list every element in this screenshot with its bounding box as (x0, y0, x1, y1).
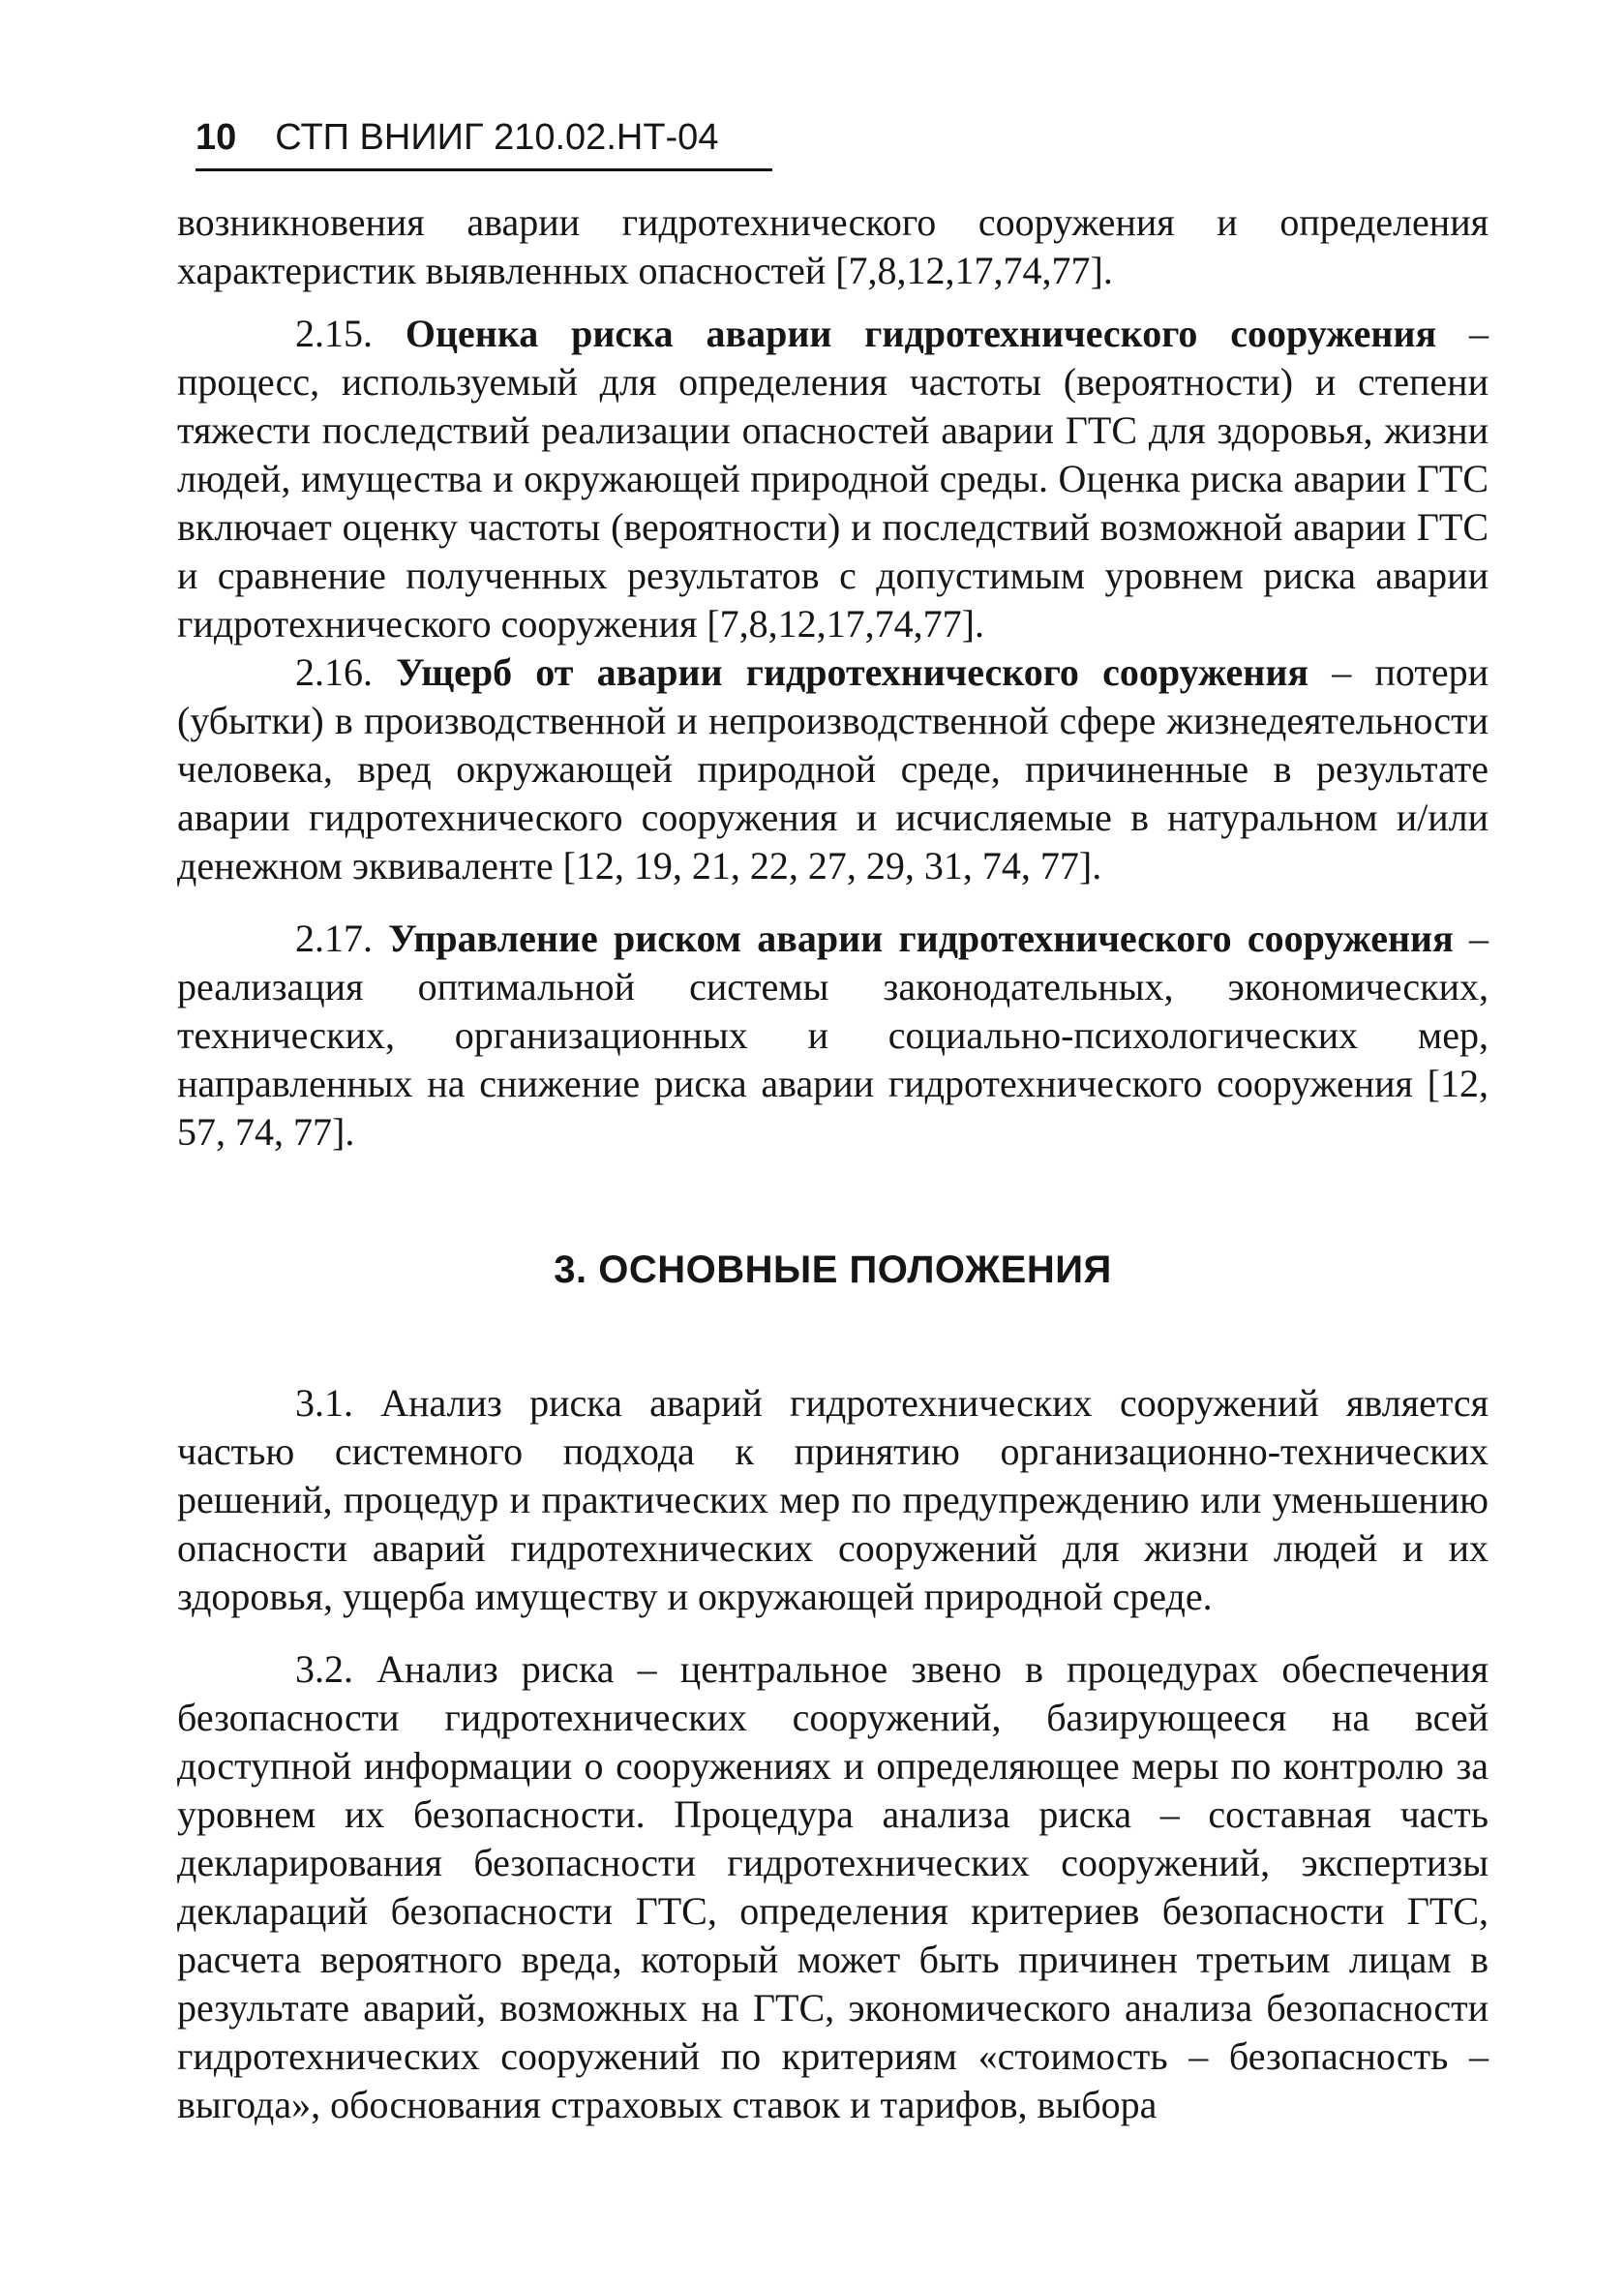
paragraph-continuation: возникновения аварии гидротехнического сооружения и определения характеристик выявленных опасностей [7,8,12,17,74,77]. (177, 200, 1489, 292)
page-header (195, 114, 772, 171)
paragraph-2-16 (177, 648, 1489, 890)
paragraph-number: 2.15. (295, 312, 373, 355)
paragraph-3-1 (177, 1379, 1489, 1621)
document-code: СТП ВНИИГ 210.02.НТ-04 (275, 117, 719, 158)
paragraph-text: 3.2. Анализ риска – центральное звено в процедурах обеспечения безопасности гидротехнических сооружений, базирующееся на всей доступной информации о сооружениях и определяющее меры по контролю за уровнем их безопасности. Процедура анализа риска – составная часть декларирования безопасности гидротехнических сооружений, экспертизы деклараций безопасности ГТС, определения критериев безопасности ГТС, расчета вероятного вреда, который может быть причинен третьим лицам в результате аварий, возможных на ГТС, экономического анализа безопасности гидротехнических сооружений по критериям «стоимость – безопасность – выгода», обоснования страховых ставок и тарифов, выбора (177, 1647, 1489, 2126)
page-number: 10 (195, 117, 237, 158)
definition-text: – реализация оптимальной системы законодательных, экономических, технических, организационных и социально-психологических мер, направленных на снижение риска аварии гидротехнического сооружения [12, 57, 74, 77]. (177, 917, 1489, 1154)
paragraph-2-17 (177, 915, 1489, 1157)
definition-text: – процесс, используемый для определения частоты (вероятности) и степени тяжести последствий реализации опасностей аварии ГТС для здоровья, жизни людей, имущества и окружающей природной среды. Оценка риска аварии ГТС включает оценку частоты (вероятности) и последствий возможной аварии ГТС и сравнение полученных результатов с допустимым уровнем риска аварии гидротехнического сооружения [7,8,12,17,74,77]. (177, 312, 1489, 646)
paragraph-number: 2.16. (295, 650, 373, 694)
defined-term: Управление риском аварии гидротехнического сооружения (388, 917, 1454, 960)
paragraph-3-2 (177, 1645, 1489, 2129)
paragraph-text: 3.1. Анализ риска аварий гидротехнических сооружений является частью системного подхода к принятию организационно-технических решений, процедур и практических мер по предупреждению или уменьшению опасности аварий гидротехнических сооружений для жизни людей и их здоровья, ущерба имуществу и окружающей природной среде. (177, 1381, 1489, 1618)
paragraph-2-15 (177, 310, 1489, 648)
section-title: 3. ОСНОВНЫЕ ПОЛОЖЕНИЯ (554, 1248, 1112, 1291)
defined-term: Оценка риска аварии гидротехнического сооружения (405, 312, 1437, 355)
defined-term: Ущерб от аварии гидротехнического сооружения (396, 650, 1309, 694)
paragraph-number: 2.17. (295, 917, 373, 960)
definition-text: – потери (убытки) в производственной и непроизводственной сфере жизнедеятельности человека, вред окружающей природной среде, причиненные в результате аварии гидротехнического сооружения и исчисляемые в натуральном и/или денежном эквиваленте [12, 19, 21, 22, 27, 29, 31, 74, 77]. (177, 650, 1489, 887)
